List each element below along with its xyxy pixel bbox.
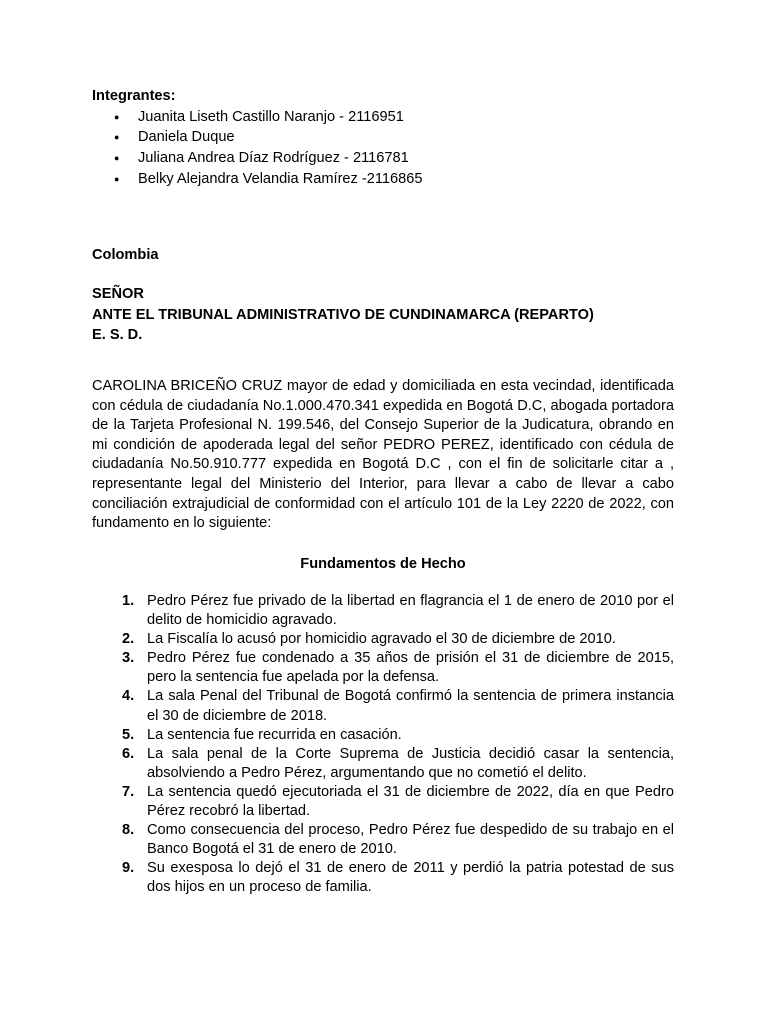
fact-item: [92, 821, 674, 859]
fact-item: [92, 726, 674, 745]
intro-paragraph: CAROLINA BRICEÑO CRUZ mayor de edad y domiciliada en esta vecindad, identificada con cédula de ciudadanía No.1.000.470.341 expedida en Bogotá D.C, abogada portadora de la Tarjeta Profesional N. 199.546, del Consejo Superior de la Judicatura, obrando en mi condición de apoderada legal del señor PEDRO PEREZ, identificado con cédula de ciudadanía No.50.910.777 expedida en Bogotá D.C , con el fin de solicitarle citar a , representante legal del Ministerio del Interior, para llevar a cabo de llevar a cabo conciliación extrajudicial de conformidad con el artículo 101 de la Ley 2220 de 2022, con fundamento en lo siguiente:: [92, 378, 674, 532]
member-item: ● Juliana Andrea Díaz Rodríguez - 2116781: [92, 148, 674, 169]
fact-number: 7.: [122, 783, 135, 800]
addressee-block: [92, 284, 674, 346]
addressee-line-3: E. S. D.: [92, 327, 143, 343]
fact-number: 8.: [122, 822, 135, 839]
intro-section: [92, 377, 674, 534]
fact-text: La sala Penal del Tribunal de Bogotá confirmó la sentencia de primera instancia el 30 de diciembre de 2018.: [147, 688, 674, 724]
fact-text: Pedro Pérez fue condenado a 35 años de prisión el 31 de diciembre de 2015, pero la sentencia fue apelada por la defensa.: [147, 650, 674, 686]
fact-number: 6.: [122, 745, 135, 762]
facts-heading: Fundamentos de Hecho: [300, 556, 466, 572]
members-section: [92, 86, 674, 189]
facts-heading-block: [92, 554, 674, 575]
fact-item: [92, 859, 674, 897]
country-line: [92, 245, 674, 266]
fact-number: 2.: [122, 631, 135, 648]
fact-text: La sentencia fue recurrida en casación.: [147, 726, 402, 743]
fact-number: 1.: [122, 593, 135, 609]
fact-text: La sentencia quedó ejecutoriada el 31 de diciembre de 2022, día en que Pedro Pérez recobró la libertad.: [147, 783, 674, 820]
fact-number: 3.: [122, 650, 135, 667]
fact-item: [92, 592, 674, 630]
fact-text: Pedro Pérez fue privado de la libertad en flagrancia el 1 de enero de 2010 por el delito de homicidio agravado.: [147, 593, 674, 629]
members-heading: Integrantes:: [92, 88, 176, 104]
members-list: [92, 107, 674, 190]
fact-item: [92, 745, 674, 783]
fact-text: Como consecuencia del proceso, Pedro Pérez fue despedido de su trabajo en el Banco Bogotá el 31 de enero de 2010.: [147, 822, 674, 858]
fact-item: [92, 783, 674, 821]
facts-list: [92, 592, 674, 898]
fact-text: La sala penal de la Corte Suprema de Justicia decidió casar la sentencia, absolviendo a Pedro Pérez, argumentando que no cometió el delito.: [147, 745, 674, 781]
member-item: ● Juanita Liseth Castillo Naranjo - 2116951: [92, 107, 674, 128]
fact-item: [92, 687, 674, 725]
fact-number: 9.: [122, 860, 135, 877]
fact-number: 4.: [122, 688, 135, 705]
member-item: ● Daniela Duque: [92, 127, 674, 148]
addressee-line-2: ANTE EL TRIBUNAL ADMINISTRATIVO DE CUNDINAMARCA (REPARTO): [92, 306, 594, 323]
facts-section: [92, 592, 674, 898]
addressee-line-1: SEÑOR: [92, 286, 144, 302]
fact-item: [92, 630, 674, 649]
fact-item: [92, 649, 674, 687]
country-label: Colombia: [92, 247, 159, 263]
member-item: ● Belky Alejandra Velandia Ramírez -2116865: [92, 169, 674, 190]
fact-text: La Fiscalía lo acusó por homicidio agravado el 30 de diciembre de 2010.: [147, 631, 616, 648]
fact-text: Su exesposa lo dejó el 31 de enero de 2011 y perdió la patria potestad de sus dos hijos en un proceso de familia.: [147, 860, 674, 896]
fact-number: 5.: [122, 726, 135, 743]
